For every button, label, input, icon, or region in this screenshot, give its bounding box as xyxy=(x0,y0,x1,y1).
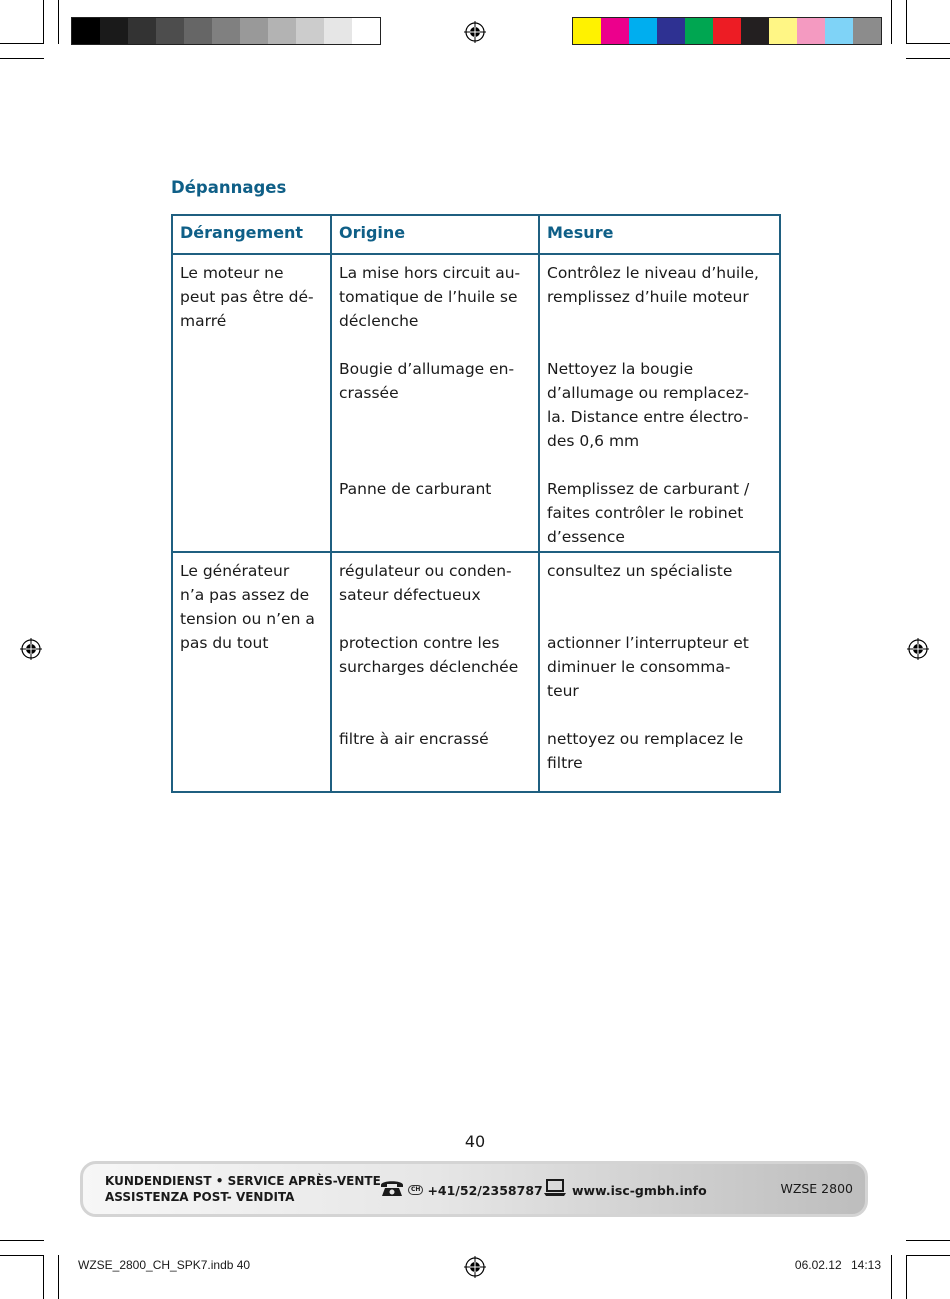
color-swatch xyxy=(296,18,324,44)
service-label-line: ASSISTENZA POST- VENDITA xyxy=(105,1190,295,1204)
crop-mark xyxy=(0,58,44,59)
phone-contact xyxy=(379,1179,543,1201)
service-label xyxy=(105,1173,381,1205)
phone-number: +41/52/2358787 xyxy=(427,1182,543,1198)
crop-mark xyxy=(906,43,950,44)
remedy-text: Contrôlez le niveau d’huile, xyxy=(547,264,759,282)
color-swatch xyxy=(352,18,380,44)
remedy-text: nettoyez ou remplacez le xyxy=(547,730,744,748)
color-swatch xyxy=(212,18,240,44)
grayscale-color-bar xyxy=(71,17,381,45)
fault-text: pas du tout xyxy=(180,634,269,652)
registration-mark-icon xyxy=(464,21,486,43)
remedy-text: actionner l’interrupteur et xyxy=(547,634,749,652)
color-swatch xyxy=(713,18,741,44)
remedy-text: la. Distance entre électro- xyxy=(547,408,749,426)
fault-text: Le moteur ne xyxy=(180,264,284,282)
remedy-text: faites contrôler le robinet xyxy=(547,504,744,522)
crop-mark xyxy=(58,1255,59,1299)
remedy-text: teur xyxy=(547,682,579,700)
color-swatch xyxy=(128,18,156,44)
crop-mark xyxy=(43,1255,44,1299)
color-swatch xyxy=(240,18,268,44)
remedy-text: Nettoyez la bougie xyxy=(547,360,694,378)
cause-text: surcharges déclenchée xyxy=(339,658,519,676)
laptop-icon xyxy=(543,1179,567,1201)
color-swatch xyxy=(657,18,685,44)
cause-text: régulateur ou conden- xyxy=(339,562,512,580)
print-slug-file: WZSE_2800_CH_SPK7.indb 40 xyxy=(78,1258,251,1272)
table-row xyxy=(172,254,780,552)
color-swatch xyxy=(100,18,128,44)
troubleshooting-table xyxy=(171,214,781,793)
fault-text: Le générateur xyxy=(180,562,290,580)
remedy-text: d’allumage ou remplacez- xyxy=(547,384,749,402)
fault-text: n’a pas assez de xyxy=(180,586,310,604)
crop-mark xyxy=(906,58,950,59)
model-code: WZSE 2800 xyxy=(780,1181,853,1196)
remedy-cell xyxy=(539,254,780,552)
color-swatch xyxy=(685,18,713,44)
fault-cell xyxy=(172,552,331,792)
cause-cell xyxy=(331,254,539,552)
cause-text: filtre à air encrassé xyxy=(339,730,489,748)
crop-mark xyxy=(906,1240,950,1241)
color-swatch xyxy=(797,18,825,44)
table-row xyxy=(172,552,780,792)
remedy-text: Remplissez de carburant / xyxy=(547,480,750,498)
cause-text: crassée xyxy=(339,384,399,402)
crop-mark xyxy=(0,1255,44,1256)
cause-text: déclenche xyxy=(339,312,419,330)
print-slug-timestamp xyxy=(795,1258,881,1272)
website-url[interactable]: www.isc-gmbh.info xyxy=(572,1182,707,1198)
website-contact xyxy=(543,1179,707,1201)
crop-mark xyxy=(906,0,907,44)
color-swatch xyxy=(184,18,212,44)
service-footer-bar xyxy=(80,1161,868,1217)
color-swatch xyxy=(268,18,296,44)
cause-text: protection contre les xyxy=(339,634,500,652)
cause-text: La mise hors circuit au- xyxy=(339,264,521,282)
color-swatch xyxy=(324,18,352,44)
fault-text: tension ou n’en a xyxy=(180,610,315,628)
service-label-line: KUNDENDIENST • SERVICE APRÈS-VENTE xyxy=(105,1174,381,1188)
fault-text: marré xyxy=(180,312,227,330)
country-badge: CH xyxy=(408,1185,423,1195)
color-swatch xyxy=(825,18,853,44)
telephone-icon xyxy=(379,1179,405,1201)
color-swatch xyxy=(741,18,769,44)
color-swatch xyxy=(769,18,797,44)
cause-text: Bougie d’allumage en- xyxy=(339,360,515,378)
page-number: 40 xyxy=(464,1132,486,1151)
remedy-text: d’essence xyxy=(547,528,625,546)
registration-mark-icon xyxy=(464,1256,486,1278)
column-header-remedy: Mesure xyxy=(539,215,780,254)
crop-mark xyxy=(0,43,44,44)
color-swatch xyxy=(629,18,657,44)
cause-text: tomatique de l’huile se xyxy=(339,288,518,306)
section-title: Dépannages xyxy=(171,178,287,197)
print-date: 06.02.12 xyxy=(794,1258,842,1272)
column-header-cause: Origine xyxy=(331,215,539,254)
fault-text: peut pas être dé- xyxy=(180,288,314,306)
cause-cell xyxy=(331,552,539,792)
crop-mark xyxy=(0,1240,44,1241)
crop-mark xyxy=(891,1255,892,1299)
fault-cell xyxy=(172,254,331,552)
column-header-fault: Dérangement xyxy=(172,215,331,254)
table-header-row xyxy=(172,215,780,254)
remedy-text: diminuer le consomma- xyxy=(547,658,731,676)
remedy-text: remplissez d’huile moteur xyxy=(547,288,749,306)
crop-mark xyxy=(891,0,892,44)
crop-mark xyxy=(58,0,59,44)
color-swatch xyxy=(72,18,100,44)
crop-mark xyxy=(906,1255,950,1256)
remedy-text: des 0,6 mm xyxy=(547,432,640,450)
crop-mark xyxy=(906,1255,907,1299)
registration-mark-icon xyxy=(907,638,929,660)
color-swatch xyxy=(156,18,184,44)
registration-mark-icon xyxy=(20,638,42,660)
crop-mark xyxy=(43,0,44,44)
color-swatch xyxy=(853,18,881,44)
remedy-text: filtre xyxy=(547,754,583,772)
cause-text: Panne de carburant xyxy=(339,480,492,498)
cause-text: sateur défectueux xyxy=(339,586,481,604)
remedy-text: consultez un spécialiste xyxy=(547,562,733,580)
process-color-bar xyxy=(572,17,882,45)
color-swatch xyxy=(573,18,601,44)
remedy-cell xyxy=(539,552,780,792)
color-swatch xyxy=(601,18,629,44)
print-time: 14:13 xyxy=(850,1258,881,1272)
